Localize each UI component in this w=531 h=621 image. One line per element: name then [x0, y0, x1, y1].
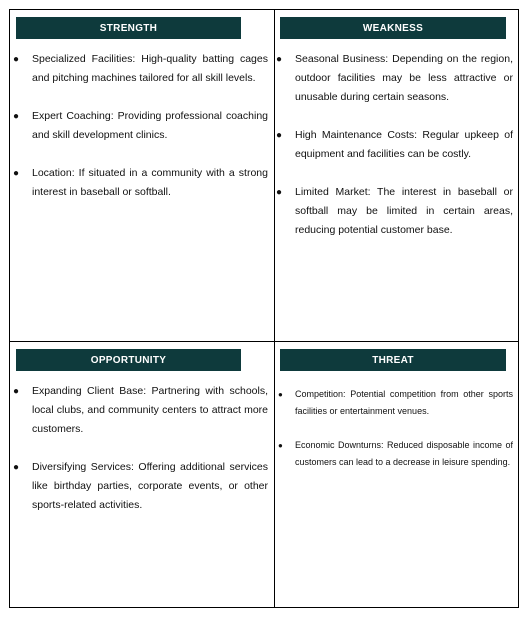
bullet-icon: ● [13, 462, 20, 473]
list-item [276, 50, 513, 107]
strength-cell [10, 10, 274, 341]
list-item [13, 382, 268, 439]
opportunity-header: OPPORTUNITY [16, 349, 241, 371]
list-item [13, 107, 268, 145]
strength-header: STRENGTH [16, 17, 241, 39]
weakness-header: WEAKNESS [280, 17, 506, 39]
list-item [13, 458, 268, 515]
threat-cell [275, 342, 518, 607]
list-item-text: Specialized Facilities: High-quality batting cages and pitching machines tailored for all skill levels. [32, 53, 268, 84]
list-item-text: Location: If situated in a community with a strong interest in baseball or softball. [32, 167, 268, 198]
threat-list [278, 386, 513, 488]
weakness-cell [275, 10, 518, 341]
list-item-text: Competition: Potential competition from other sports facilities or entertainment venues. [295, 389, 513, 416]
list-item [276, 126, 513, 164]
list-item [13, 164, 268, 202]
list-item [276, 183, 513, 240]
list-item-text: Seasonal Business: Depending on the region, outdoor facilities may be less attractive or unusable during certain seasons. [295, 53, 513, 103]
bullet-icon: ● [278, 390, 283, 399]
bullet-icon: ● [13, 168, 20, 179]
bullet-icon: ● [13, 386, 20, 397]
bullet-icon: ● [276, 130, 283, 141]
bullet-icon: ● [278, 441, 283, 450]
threat-header: THREAT [280, 349, 506, 371]
list-item [278, 437, 513, 471]
list-item-text: Diversifying Services: Offering additional services like birthday parties, corporate events, or other sports-related activities. [32, 461, 268, 511]
bullet-icon: ● [276, 187, 283, 198]
opportunity-cell [10, 342, 274, 607]
weakness-list [276, 50, 513, 259]
bullet-icon: ● [276, 54, 283, 65]
list-item-text: Economic Downturns: Reduced disposable income of customers can lead to a decrease in leisure spending. [295, 440, 513, 467]
opportunity-list [13, 382, 268, 534]
bullet-icon: ● [13, 54, 20, 65]
list-item-text: High Maintenance Costs: Regular upkeep of equipment and facilities can be costly. [295, 129, 513, 160]
strength-list [13, 50, 268, 221]
list-item-text: Limited Market: The interest in baseball or softball may be limited in certain areas, reducing potential customer base. [295, 186, 513, 236]
list-item-text: Expert Coaching: Providing professional coaching and skill development clinics. [32, 110, 268, 141]
list-item [13, 50, 268, 88]
swot-grid [9, 9, 519, 608]
list-item [278, 386, 513, 420]
bullet-icon: ● [13, 111, 20, 122]
list-item-text: Expanding Client Base: Partnering with schools, local clubs, and community centers to attract more customers. [32, 385, 268, 435]
